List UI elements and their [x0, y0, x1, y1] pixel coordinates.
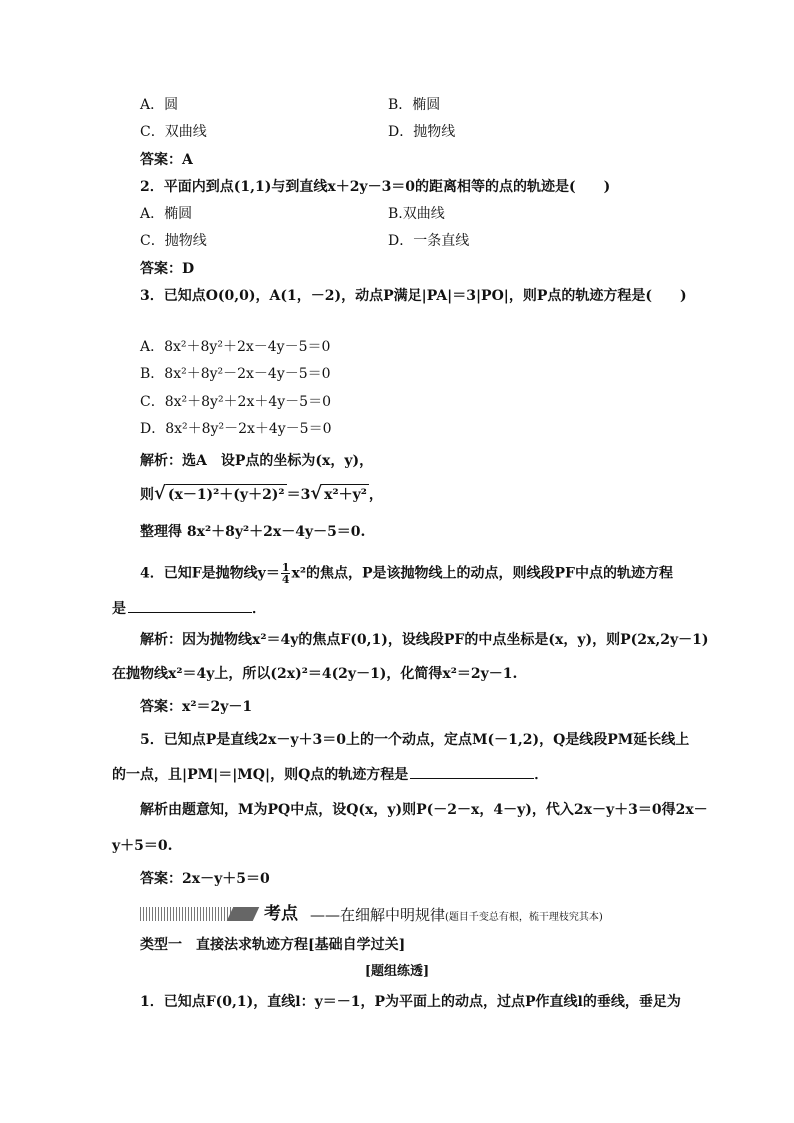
q3-analysis-2-mid: ＝3 — [286, 487, 311, 503]
q3-option-c: C．8x²＋8y²＋2x＋4y－5＝0 — [140, 394, 331, 410]
q3-option-b: B．8x²＋8y²－2x－4y－5＝0 — [140, 366, 331, 382]
q1-option-d: D．抛物线 — [388, 124, 456, 140]
q4-stem-a: 4．已知F是抛物线y＝ — [140, 565, 280, 582]
q1-option-c: C．双曲线 — [140, 124, 207, 140]
q2-answer: 答案：D — [140, 261, 195, 277]
q4-answer-blank — [128, 598, 252, 613]
section-subtitle: ——在细解中明规律 — [310, 906, 446, 924]
q4-stem-line-1 — [140, 562, 673, 585]
q4-analysis-2: 在抛物线x²＝4y上，所以(2x)²＝4(2y－1)，化简得x²＝2y－1. — [112, 666, 518, 682]
q1-option-a: A．圆 — [140, 97, 179, 113]
q2-option-b: B.双曲线 — [388, 206, 445, 222]
fraction-denominator: 4 — [281, 573, 290, 586]
q2-option-a: A．椭圆 — [140, 206, 193, 222]
sqrt-symbol: √ — [310, 483, 323, 504]
q3-sqrt-left: (x－1)²＋(y＋2)² — [166, 484, 287, 505]
q4-answer: 答案：x²＝2y－1 — [140, 699, 253, 715]
group-heading: [题组练透] — [364, 964, 430, 979]
q5-stem-2-end: ． — [534, 767, 549, 783]
q5-stem-2-line — [112, 764, 548, 785]
q5-analysis-1: 解析由题意知，M为PQ中点，设Q(x，y)则P(－2－x，4－y)，代入2x－y＋3＝0得2x－ — [140, 802, 708, 818]
fraction-numerator: 1 — [281, 561, 290, 574]
q5-stem-2: 的一点，且|PM|＝|MQ|，则Q点的轨迹方程是 — [112, 767, 409, 783]
q4-analysis-1: 解析：因为抛物线x²＝4y的焦点F(0,1)，设线段PF的中点坐标是(x，y)，则P(2x,2y－1) — [140, 632, 709, 648]
q4-fraction — [281, 562, 291, 585]
section-note: (题目千变总有根，梳干理枝究其本) — [445, 912, 603, 923]
q5-answer: 答案：2x－y＋5＝0 — [140, 871, 270, 887]
q2-option-c: C．抛物线 — [140, 233, 207, 249]
sqrt-symbol: √ — [154, 483, 166, 504]
q4-stem-c: 是 — [112, 601, 126, 617]
q3-analysis-2-prefix: 则 — [140, 487, 154, 503]
section-q1-stem: 1．已知点F(0,1)，直线l：y＝－1，P为平面上的动点，过点P作直线l的垂线，垂足为 — [140, 994, 681, 1010]
q5-stem-1: 5．已知点P是直线2x－y＋3＝0上的一个动点，定点M(－1,2)，Q是线段PM延长线上 — [140, 732, 690, 748]
q2-option-d: D．一条直线 — [388, 233, 470, 249]
q4-stem-line-2 — [112, 598, 266, 619]
slant-decoration — [227, 907, 260, 921]
type-heading: 类型一 直接法求轨迹方程[基础自学过关] — [140, 937, 406, 953]
q1-answer: 答案：A — [140, 152, 193, 168]
q2-stem: 2．平面内到点(1,1)与到直线x＋2y－3＝0的距离相等的点的轨迹是( ) — [140, 179, 611, 195]
q4-stem-c-end: ． — [252, 601, 266, 617]
q4-stem-b: x²的焦点，P是该抛物线上的动点，则线段PF中点的轨迹方程 — [291, 565, 673, 582]
q3-analysis-1: 解析：选A 设P点的坐标为(x，y)， — [140, 453, 374, 469]
q3-analysis-2-suffix: ， — [368, 487, 383, 503]
section-subtitle-wrap — [310, 905, 603, 928]
section-header-bar — [140, 904, 660, 924]
q5-answer-blank — [410, 764, 534, 779]
q3-option-a: A．8x²＋8y²＋2x－4y－5＝0 — [140, 339, 331, 355]
q5-analysis-2: y＋5＝0. — [112, 838, 173, 854]
q1-option-b: B．椭圆 — [388, 97, 441, 113]
q3-analysis-3: 整理得 8x²＋8y²＋2x－4y－5＝0. — [140, 524, 366, 540]
q3-stem: 3．已知点O(0,0)，A(1，－2)，动点P满足|PA|＝3|PO|，则P点的轨迹方程是( ) — [140, 288, 687, 304]
q3-analysis-2 — [140, 484, 383, 505]
q3-option-d: D．8x²＋8y²－2x＋4y－5＝0 — [140, 421, 332, 437]
q3-sqrt-right: x²＋y² — [322, 484, 369, 505]
section-title: 考点 — [264, 904, 298, 924]
hatch-decoration — [140, 907, 236, 921]
